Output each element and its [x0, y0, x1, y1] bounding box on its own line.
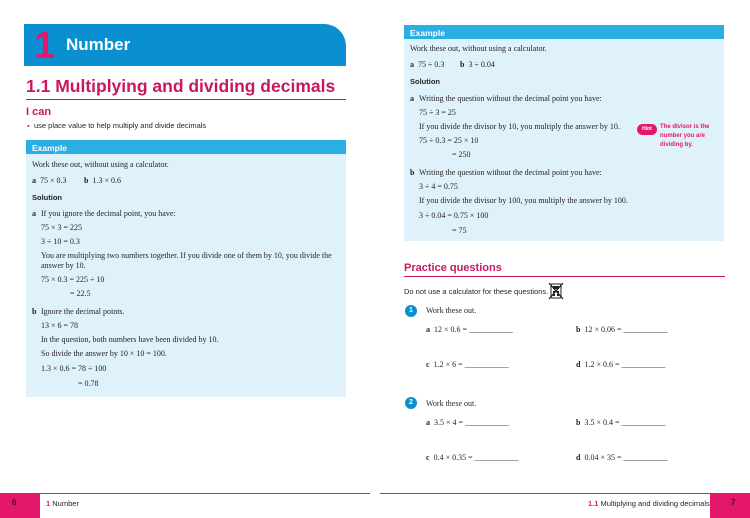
- section-title: 1.1 Multiplying and dividing decimals: [26, 76, 336, 96]
- solution-label: Solution: [32, 193, 62, 202]
- part-b-label: b: [32, 307, 37, 316]
- solution-line: 75 ÷ 3 = 25: [419, 108, 456, 117]
- i-can-heading: I can: [26, 106, 52, 118]
- no-calculator-icon: [548, 282, 564, 300]
- page-number-right: 7: [731, 498, 736, 507]
- example-panel-multiplying: [26, 140, 346, 397]
- i-can-item: use place value to help multiply and divide decimals: [34, 121, 207, 130]
- question-part: c 0.4 × 0.35 = ___________: [426, 453, 519, 462]
- section-divider: [26, 99, 346, 100]
- solution-line: 3 ÷ 10 = 0.3: [41, 237, 80, 246]
- question-text: Work these out.: [426, 399, 477, 408]
- bullet-icon: •: [27, 122, 30, 131]
- question-part: d 0.04 × 35 = ___________: [576, 453, 668, 462]
- example-question-a: a 75 × 0.3: [32, 176, 67, 185]
- solution-line: You are multiplying two numbers together. If you divide one of them by 10, you divide the: [41, 251, 332, 260]
- question-part: a 12 × 0.6 = ___________: [426, 325, 514, 334]
- solution-line: = 0.78: [78, 379, 99, 388]
- solution-line: So divide the answer by 10 × 10 = 100.: [41, 349, 167, 358]
- example-intro: Work these out, without using a calculator.: [410, 44, 547, 53]
- solution-line: If you divide the divisor by 10, you multiply the answer by 10.: [419, 122, 620, 131]
- chapter-title: Number: [66, 35, 131, 54]
- solution-line: Writing the question without the decimal point you have:: [419, 94, 602, 103]
- footer-left-tab: [0, 493, 40, 518]
- solution-line: Writing the question without the decimal point you have:: [419, 168, 602, 177]
- solution-line: 75 × 3 = 225: [41, 223, 83, 232]
- question-number: 2: [405, 397, 417, 409]
- footer-chapter: 1 Number: [46, 499, 79, 508]
- solution-line: answer by 10.: [41, 261, 86, 270]
- footer-divider: [380, 493, 710, 494]
- practice-note: Do not use a calculator for these questions.: [404, 287, 549, 296]
- hint-badge: Hint: [637, 124, 657, 135]
- question-part: b 12 × 0.06 = ___________: [576, 325, 668, 334]
- question-text: Work these out.: [426, 306, 477, 315]
- hint-text: The divisor is the number you are dividing by.: [660, 124, 710, 148]
- example-label: Example: [404, 25, 724, 39]
- chapter-number: 1: [34, 25, 56, 67]
- question-part: b 3.5 × 0.4 = ___________: [576, 418, 666, 427]
- solution-line: In the question, both numbers have been divided by 10.: [41, 335, 219, 344]
- solution-line: 13 × 6 = 78: [41, 321, 79, 330]
- solution-line: 1.3 × 0.6 = 78 ÷ 100: [41, 364, 107, 373]
- solution-line: = 250: [452, 150, 471, 159]
- example-label: Example: [26, 140, 346, 154]
- solution-line: 75 × 0.3 = 225 ÷ 10: [41, 275, 105, 284]
- solution-line: 3 ÷ 4 = 0.75: [419, 182, 458, 191]
- practice-divider: [404, 276, 725, 277]
- solution-line: 3 ÷ 0.04 = 0.75 × 100: [419, 211, 489, 220]
- example-question-a: a 75 ÷ 0.3: [410, 60, 445, 69]
- example-question-b: b 1.3 × 0.6: [84, 176, 121, 185]
- part-a-label: a: [32, 209, 36, 218]
- part-a-label: a: [410, 94, 414, 103]
- solution-line: = 22.5: [70, 289, 91, 298]
- example-intro: Work these out, without using a calculator.: [32, 160, 169, 169]
- question-number: 1: [405, 305, 417, 317]
- question-part: d 1.2 × 0.6 = ___________: [576, 360, 666, 369]
- footer-divider: [40, 493, 370, 494]
- question-part: c 1.2 × 6 = ___________: [426, 360, 509, 369]
- solution-line: If you ignore the decimal point, you have:: [41, 209, 176, 218]
- example-question-b: b 3 ÷ 0.04: [460, 60, 495, 69]
- question-part: a 3.5 × 4 = ___________: [426, 418, 510, 427]
- solution-line: 75 ÷ 0.3 = 25 × 10: [419, 136, 479, 145]
- footer-right-tab: [710, 493, 750, 518]
- footer-section: 1.1 Multiplying and dividing decimals: [588, 499, 710, 508]
- solution-line: Ignore the decimal points.: [41, 307, 125, 316]
- solution-label: Solution: [410, 77, 440, 86]
- part-b-label: b: [410, 168, 415, 177]
- solution-line: If you divide the divisor by 100, you multiply the answer by 100.: [419, 196, 628, 205]
- page-number-left: 6: [12, 498, 17, 507]
- solution-line: = 75: [452, 226, 467, 235]
- practice-title: Practice questions: [404, 262, 502, 274]
